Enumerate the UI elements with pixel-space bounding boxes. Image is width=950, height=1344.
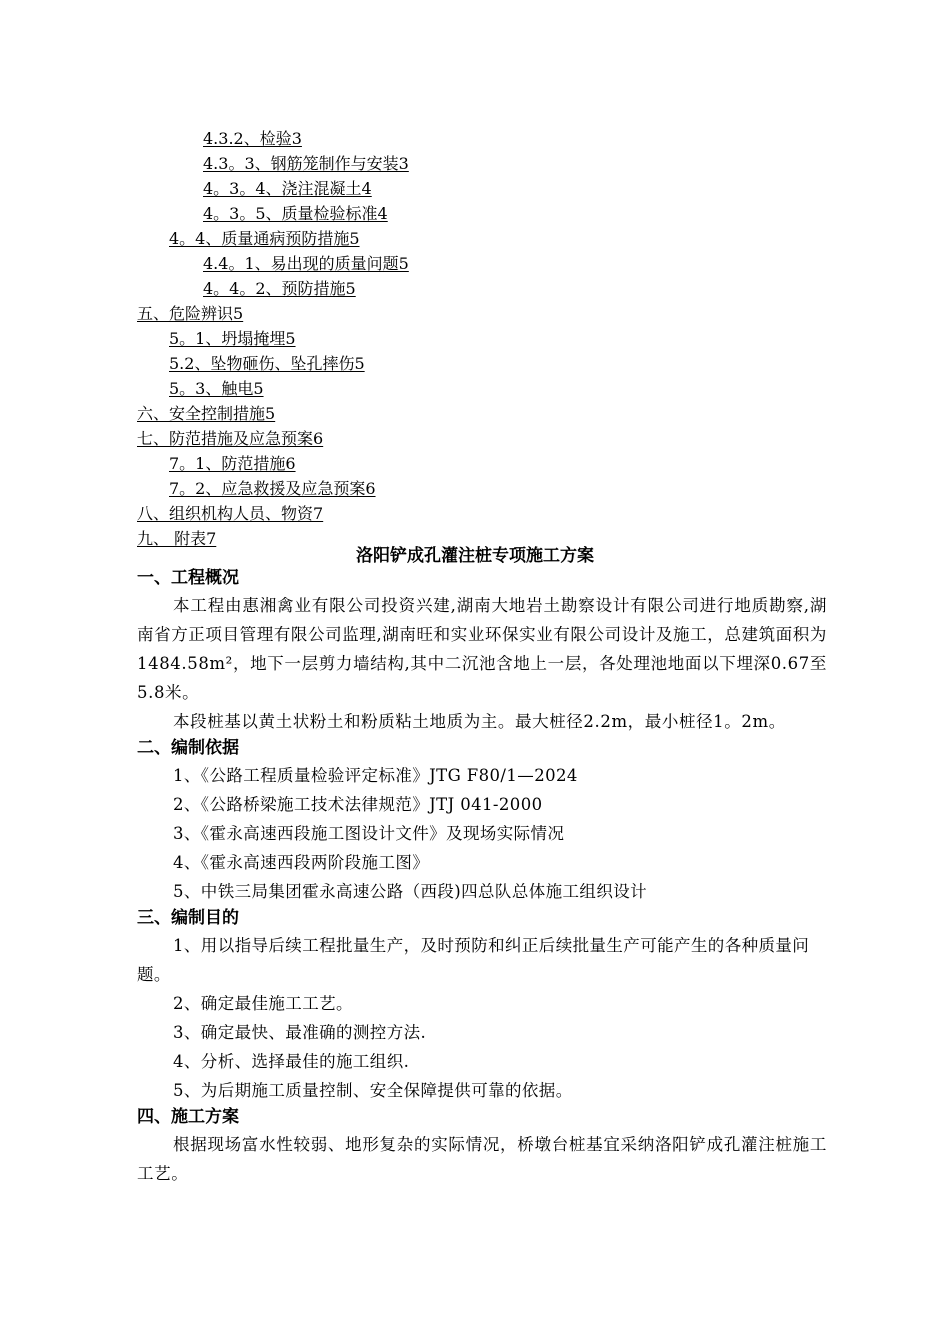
toc-link[interactable]: 7。2、应急救援及应急预案6: [169, 479, 376, 498]
section-heading: 二、编制依据: [137, 738, 239, 758]
list-item: 1、用以指导后续工程批量生产，及时预防和纠正后续批量生产可能产生的各种质量问题。: [137, 936, 810, 984]
document-body: [137, 566, 827, 1188]
toc-link[interactable]: 5。3、触电5: [169, 379, 264, 398]
toc-link[interactable]: 4.3。3、钢筋笼制作与安装3: [203, 154, 409, 173]
toc-link[interactable]: 4.4。1、易出现的质量问题5: [203, 254, 409, 273]
toc-link[interactable]: 5。1、坍塌掩埋5: [169, 329, 296, 348]
paragraph: 本段桩基以黄土状粉土和粉质粘土地质为主。最大桩径2.2m，最小桩径1。2m。: [173, 712, 786, 731]
list-item: 3、《霍永高速西段施工图设计文件》及现场实际情况: [173, 824, 565, 843]
section-heading: 三、编制目的: [137, 908, 239, 928]
toc-link[interactable]: 4。3。4、浇注混凝土4: [203, 179, 372, 198]
toc-link[interactable]: 九、 附表7: [137, 529, 217, 548]
toc-link[interactable]: 八、组织机构人员、物资7: [137, 504, 324, 523]
list-item: 5、中铁三局集团霍永高速公路（西段)四总队总体施工组织设计: [173, 882, 648, 901]
toc-link[interactable]: 7。1、防范措施6: [169, 454, 296, 473]
toc-link[interactable]: 5.2、坠物砸伤、坠孔摔伤5: [169, 354, 365, 373]
toc-link[interactable]: 4.3.2、检验3: [203, 129, 302, 148]
list-item: 4、分析、选择最佳的施工组织.: [173, 1052, 410, 1071]
section-heading: 四、施工方案: [137, 1107, 239, 1127]
paragraph: 根据现场富水性较弱、地形复杂的实际情况，桥墩台桩基宜采纳洛阳铲成孔灌注桩施工工艺。: [137, 1135, 827, 1183]
list-item: 1、《公路工程质量检验评定标准》JTG F80/1—2024: [173, 766, 578, 785]
toc-link[interactable]: 4。3。5、质量检验标准4: [203, 204, 388, 223]
list-item: 4、《霍永高速西段两阶段施工图》: [173, 853, 430, 872]
paragraph: 本工程由惠湘禽业有限公司投资兴建,湖南大地岩土勘察设计有限公司进行地质勘察,湖南省方正项目管理有限公司监理,湖南旺和实业环保实业有限公司设计及施工，总建筑面积为1484.58m²，地下一层剪力墙结构,其中二沉池含地上一层，各处理池地面以下埋深0.67至5.8米。: [137, 596, 827, 702]
toc-link[interactable]: 4。4。2、预防措施5: [203, 279, 356, 298]
list-item: 5、为后期施工质量控制、安全保障提供可靠的依据。: [173, 1081, 573, 1100]
document-title: 洛阳铲成孔灌注桩专项施工方案: [356, 546, 594, 566]
toc-link[interactable]: 五、危险辨识5: [137, 304, 244, 323]
toc-link[interactable]: 4。4、质量通病预防措施5: [169, 229, 360, 248]
toc-link[interactable]: 六、安全控制措施5: [137, 404, 276, 423]
list-item: 2、确定最佳施工工艺。: [173, 994, 353, 1013]
toc-link[interactable]: 七、防范措施及应急预案6: [137, 429, 324, 448]
section-heading: 一、工程概况: [137, 568, 239, 588]
list-item: 2、《公路桥梁施工技术法律规范》JTJ 041-2000: [173, 795, 543, 814]
list-item: 3、确定最快、最准确的测控方法.: [173, 1023, 427, 1042]
table-of-contents: [137, 126, 837, 551]
